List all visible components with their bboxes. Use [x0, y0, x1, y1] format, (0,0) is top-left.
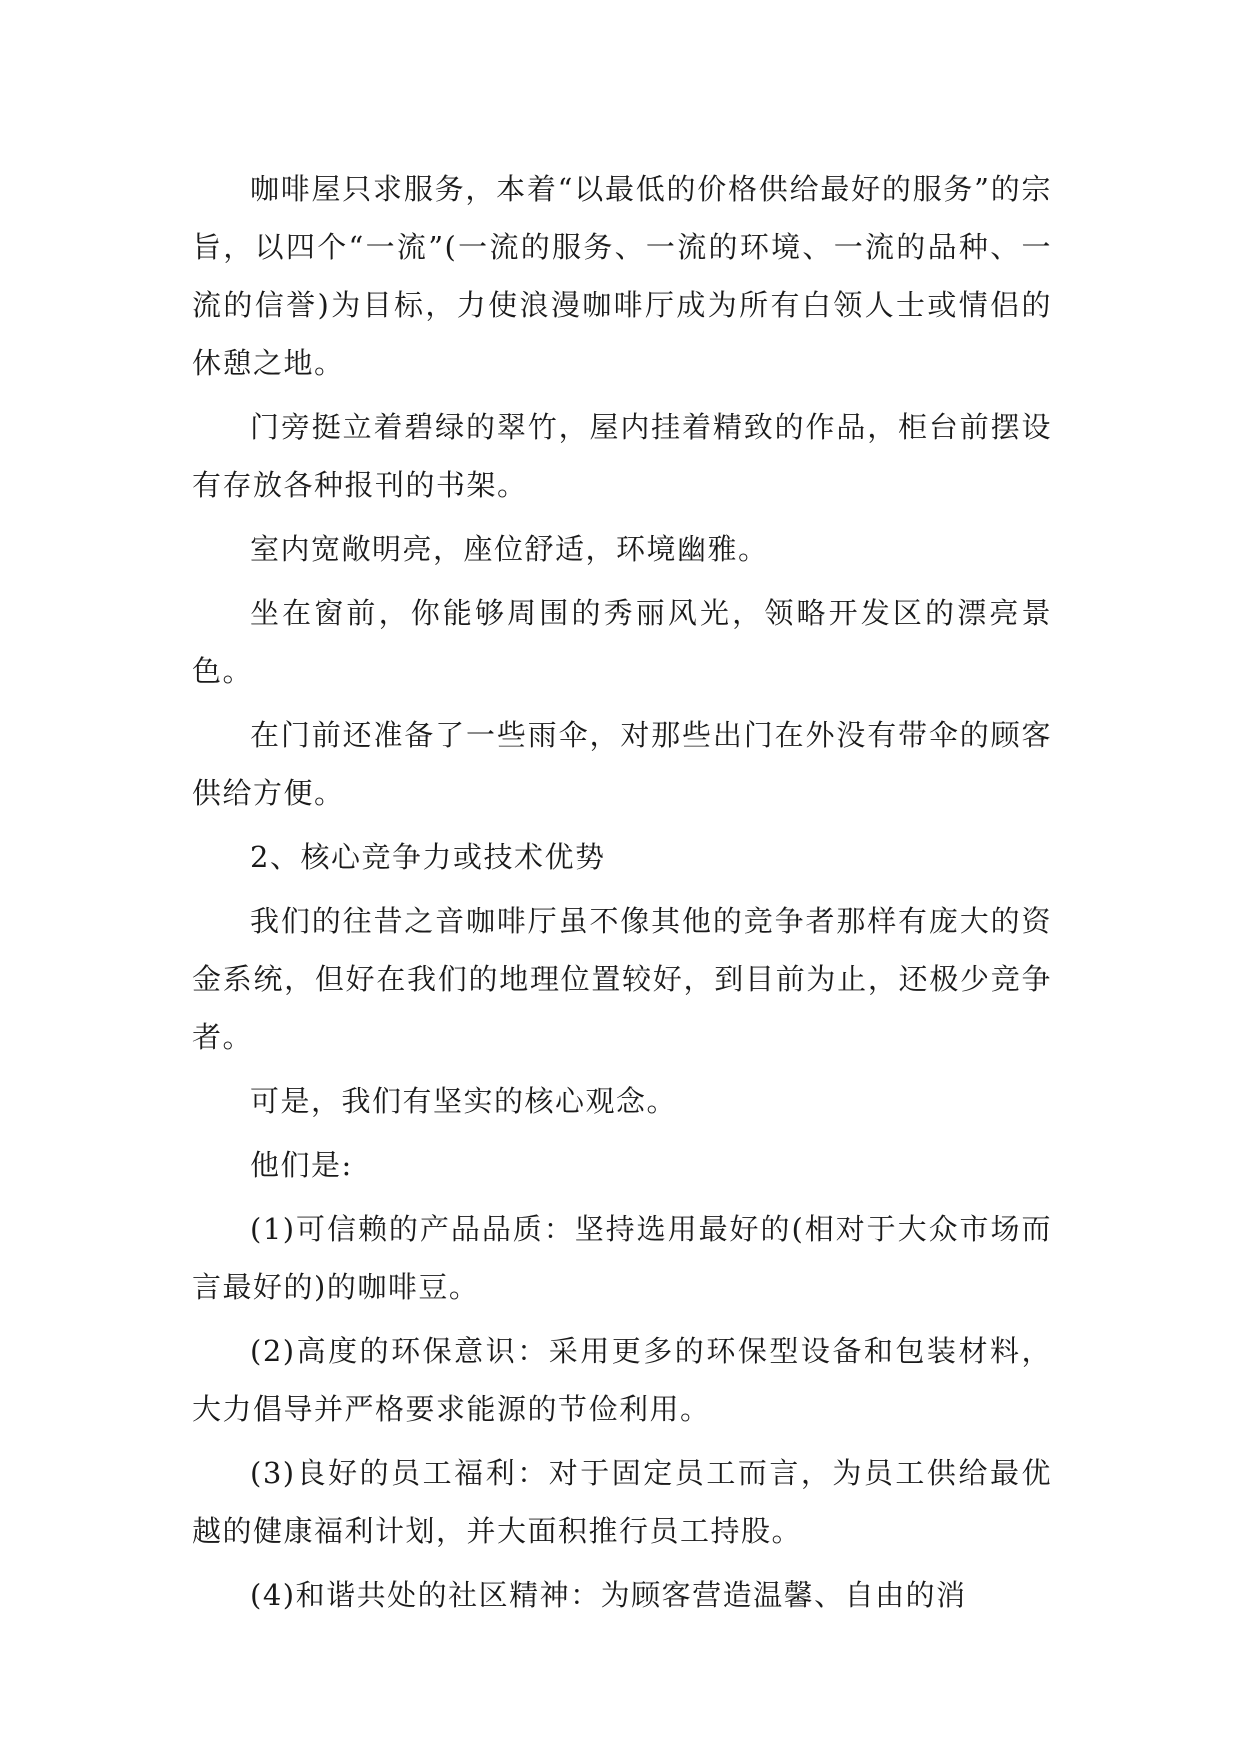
paragraph: 在门前还准备了一些雨伞，对那些出门在外没有带伞的顾客供给方便。	[192, 718, 1052, 810]
section-heading: 2、核心竞争力或技术优势	[250, 840, 606, 874]
list-item: (3)良好的员工福利：对于固定员工而言，为员工供给最优越的健康福利计划，并大面积推行员工持股。	[192, 1456, 1052, 1548]
list-item: (2)高度的环保意识：采用更多的环保型设备和包装材料，大力倡导并严格要求能源的节俭利用。	[192, 1334, 1052, 1426]
list-item: (4)和谐共处的社区精神：为顾客营造温馨、自由的消	[250, 1578, 967, 1612]
list-item: (1)可信赖的产品品质：坚持选用最好的(相对于大众市场而言最好的)的咖啡豆。	[192, 1212, 1052, 1304]
paragraph: 我们的往昔之音咖啡厅虽不像其他的竞争者那样有庞大的资金系统，但好在我们的地理位置较好，到目前为止，还极少竞争者。	[192, 904, 1052, 1054]
paragraph: 可是，我们有坚实的核心观念。	[250, 1084, 678, 1118]
paragraph: 坐在窗前，你能够周围的秀丽风光，领略开发区的漂亮景色。	[192, 596, 1052, 688]
document-body	[192, 160, 1052, 1630]
paragraph: 咖啡屋只求服务，本着“以最低的价格供给最好的服务”的宗旨，以四个“一流”(一流的服务、一流的环境、一流的品种、一流的信誉)为目标，力使浪漫咖啡厅成为所有白领人士或情侣的休憩之地。	[192, 172, 1052, 380]
paragraph: 室内宽敞明亮，座位舒适，环境幽雅。	[250, 532, 769, 566]
paragraph: 他们是:	[250, 1148, 353, 1182]
paragraph: 门旁挺立着碧绿的翠竹，屋内挂着精致的作品，柜台前摆设有存放各种报刊的书架。	[192, 410, 1052, 502]
